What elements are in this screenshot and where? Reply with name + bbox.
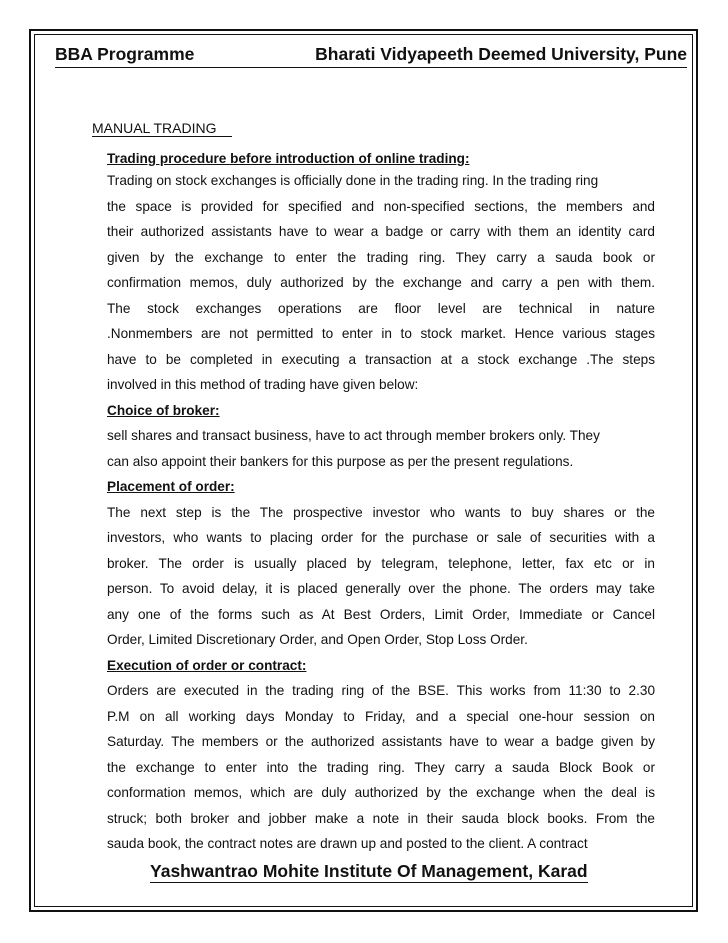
text-line: the exchange to enter into the trading ring. They carry a sauda Block Book or <box>107 759 655 775</box>
text-line: person. To avoid delay, it is placed generally over the phone. The orders may take <box>107 581 655 596</box>
text-line: Order, Limited Discretionary Order, and Open Order, Stop Loss Order. <box>107 632 528 647</box>
section-title: MANUAL TRADING <box>92 120 232 137</box>
subheading-label: Placement of order: <box>107 479 235 494</box>
text-line: Trading on stock exchanges is officially done in the trading ring. In the trading ring <box>107 173 599 188</box>
text-line: involved in this method of trading have given below: <box>107 377 419 392</box>
subheading-label: Choice of broker: <box>107 402 220 418</box>
header-university: Bharati Vidyapeeth Deemed University, Pune <box>315 44 687 64</box>
text-line: can also appoint their bankers for this purpose as per the present regulations. <box>107 453 574 469</box>
text-line: Saturday. The members or the authorized assistants have to wear a badge given by <box>107 734 655 749</box>
subheading <box>107 150 655 168</box>
text-line: given by the exchange to enter the trading ring. They carry a sauda book or <box>107 249 655 265</box>
text-line: confirmation memos, duly authorized by the exchange and carry a pen with them. <box>107 275 655 290</box>
text-line: broker. The order is usually placed by telegram, telephone, letter, fax etc or in <box>107 555 655 571</box>
header-underline <box>55 67 687 68</box>
text-line: Orders are executed in the trading ring of the BSE. This works from 11:30 to 2.30 <box>107 683 655 698</box>
page-header <box>55 44 687 74</box>
text-line: their authorized assistants have to wear a badge or carry with them an identity card <box>107 224 655 239</box>
text-line: P.M on all working days Monday to Friday, and a special one-hour session on <box>107 708 655 724</box>
subheading <box>107 653 655 679</box>
subheading <box>107 398 655 424</box>
page-footer: Yashwantrao Mohite Institute Of Management, Karad <box>150 861 588 881</box>
text-line: .Nonmembers are not permitted to enter in to stock market. Hence various stages <box>107 326 655 341</box>
subheading-label: Execution of order or contract: <box>107 657 307 673</box>
header-programme: BBA Programme <box>55 44 195 64</box>
text-line: conformation memos, which are duly authorized by the exchange when the deal is <box>107 785 655 800</box>
subheading-label: Trading procedure before introduction of online trading: <box>107 151 470 166</box>
text-line: The stock exchanges operations are floor level are technical in nature <box>107 300 655 316</box>
text-line: investors, who wants to placing order for the purchase or sale of securities with a <box>107 530 655 545</box>
text-line: the space is provided for specified and non-specified sections, the members and <box>107 198 655 214</box>
text-line: struck; both broker and jobber make a note in their sauda block books. From the <box>107 810 655 826</box>
subheading <box>107 474 655 500</box>
text-line: The next step is the The prospective investor who wants to buy shares or the <box>107 504 655 520</box>
text-line: sauda book, the contract notes are drawn up and posted to the client. A contract <box>107 836 588 851</box>
text-line: have to be completed in executing a transaction at a stock exchange .The steps <box>107 351 655 367</box>
text-line: sell shares and transact business, have to act through member brokers only. They <box>107 428 600 443</box>
text-line: any one of the forms such as At Best Orders, Limit Order, Immediate or Cancel <box>107 606 655 622</box>
body-text <box>107 150 655 857</box>
